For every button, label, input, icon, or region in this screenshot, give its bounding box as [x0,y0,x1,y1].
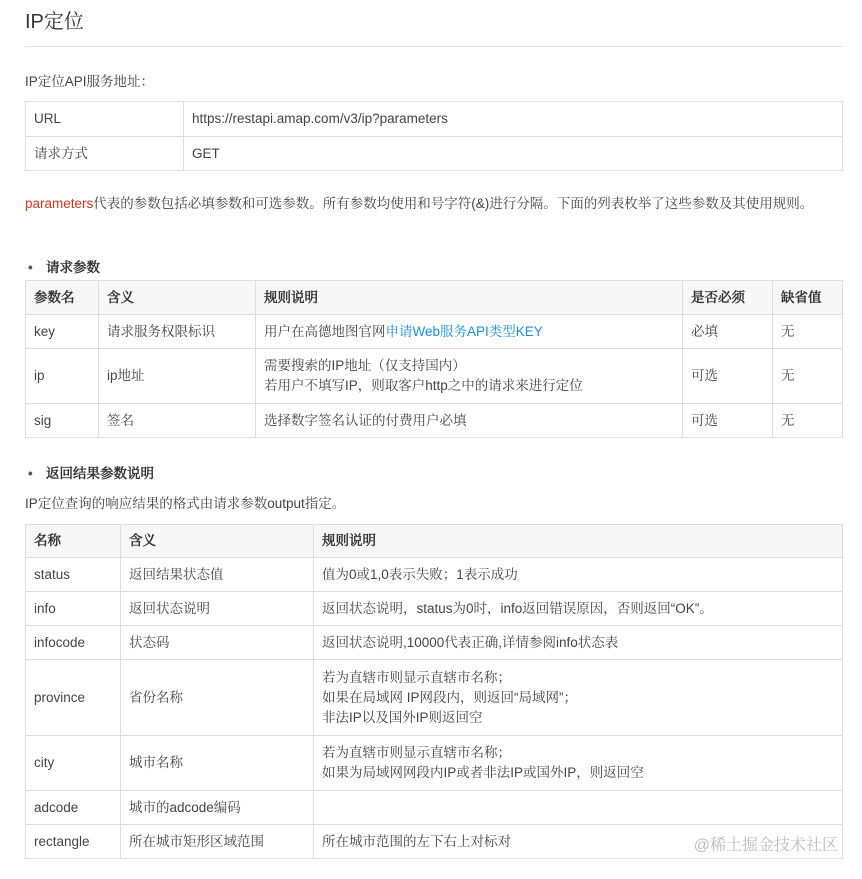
rule-line: 值为0或1,0表示失败；1表示成功 [322,566,518,582]
cell: 请求服务权限标识 [99,315,256,349]
cell: ip地址 [99,349,256,404]
header-row [26,525,843,558]
table-row [26,736,843,791]
cell [314,592,843,626]
cell [256,315,683,349]
cell: 签名 [99,404,256,438]
rule-line: 如果为局域网网段内IP或者非法IP或国外IP，则返回空 [322,765,644,780]
cell [314,660,843,736]
request-params-heading [28,256,100,276]
cell: 必填 [683,315,773,349]
cell [314,791,843,825]
table-row [26,626,843,660]
col-header: 是否必须 [683,281,773,315]
table-row [26,315,843,349]
cell: adcode [26,791,121,825]
col-header: 规则说明 [314,525,843,558]
rule-line: 若用户不填写IP，则取客户http之中的请求来进行定位 [264,378,583,393]
table-row [26,558,843,592]
rule-text: 用户在高德地图官网 [264,323,386,339]
cell: 城市名称 [121,736,314,791]
cell: ip [26,349,99,404]
apply-key-link[interactable]: 申请Web服务API类型KEY [385,323,543,339]
cell: 无 [773,315,843,349]
parameters-keyword: parameters [25,196,94,211]
url-value: https://restapi.amap.com/v3/ip?parameters [184,102,843,137]
cell: province [26,660,121,736]
cell: 请求方式 [26,137,184,171]
service-table [25,101,843,171]
rule-line: 所在城市范围的左下右上对标对 [322,833,511,849]
response-params-table [25,524,843,859]
cell: 无 [773,349,843,404]
intro-text: 代表的参数包括必填参数和可选参数。所有参数均使用和号字符(&)进行分隔。下面的列表枚举了这些参数及其使用规则。 [93,196,814,211]
cell: 状态码 [121,626,314,660]
cell: infocode [26,626,121,660]
rule-line: 如果在局域网 IP网段内，则返回“局域网”； [322,689,577,705]
header-row [26,281,843,315]
cell: 省份名称 [121,660,314,736]
cell: 所在城市矩形区域范围 [121,825,314,859]
cell: rectangle [26,825,121,859]
cell [314,626,843,660]
params-intro [25,193,825,215]
table-row [26,349,843,404]
rule-line: 若为直辖市则显示直辖市名称； [322,669,511,685]
col-header: 缺省值 [773,281,843,315]
heading-text: 返回结果参数说明 [46,466,154,481]
divider [25,46,843,47]
cell: city [26,736,121,791]
col-header: 名称 [26,525,121,558]
service-label: IP定位API服务地址： [25,74,155,89]
col-header: 参数名 [26,281,99,315]
watermark: @稀土掘金技术社区 [693,837,838,854]
page-title: IP定位 [25,11,84,33]
cell [314,558,843,592]
rule-line: 非法IP以及国外IP则返回空 [322,709,483,725]
rule-line: 需要搜索的IP地址（仅支持国内） [264,358,466,373]
table-row [26,791,843,825]
cell: 可选 [683,349,773,404]
response-intro: IP定位查询的响应结果的格式由请求参数output指定。 [25,496,346,511]
cell: info [26,592,121,626]
col-header: 规则说明 [256,281,683,315]
cell: 返回状态说明 [121,592,314,626]
cell: key [26,315,99,349]
method-value: GET [184,137,843,171]
cell: sig [26,404,99,438]
cell: 城市的adcode编码 [121,791,314,825]
col-header: 含义 [121,525,314,558]
heading-text: 请求参数 [46,260,100,275]
table-row [26,137,843,171]
col-header: 含义 [99,281,256,315]
table-row [26,102,843,137]
request-params-table [25,280,843,438]
rule-line: 返回状态说明，status为0时，info返回错误原因，否则返回“OK”。 [322,600,713,616]
cell: 返回结果状态值 [121,558,314,592]
table-row [26,660,843,736]
cell: status [26,558,121,592]
cell: 选择数字签名认证的付费用户必填 [256,404,683,438]
rule-line: 若为直辖市则显示直辖市名称； [322,745,511,760]
cell [256,349,683,404]
table-row [26,592,843,626]
cell: 可选 [683,404,773,438]
cell: URL [26,102,184,137]
table-row [26,404,843,438]
cell [314,736,843,791]
rule-line: 返回状态说明,10000代表正确,详情参阅info状态表 [322,634,619,650]
cell: 无 [773,404,843,438]
response-params-heading [28,462,154,482]
